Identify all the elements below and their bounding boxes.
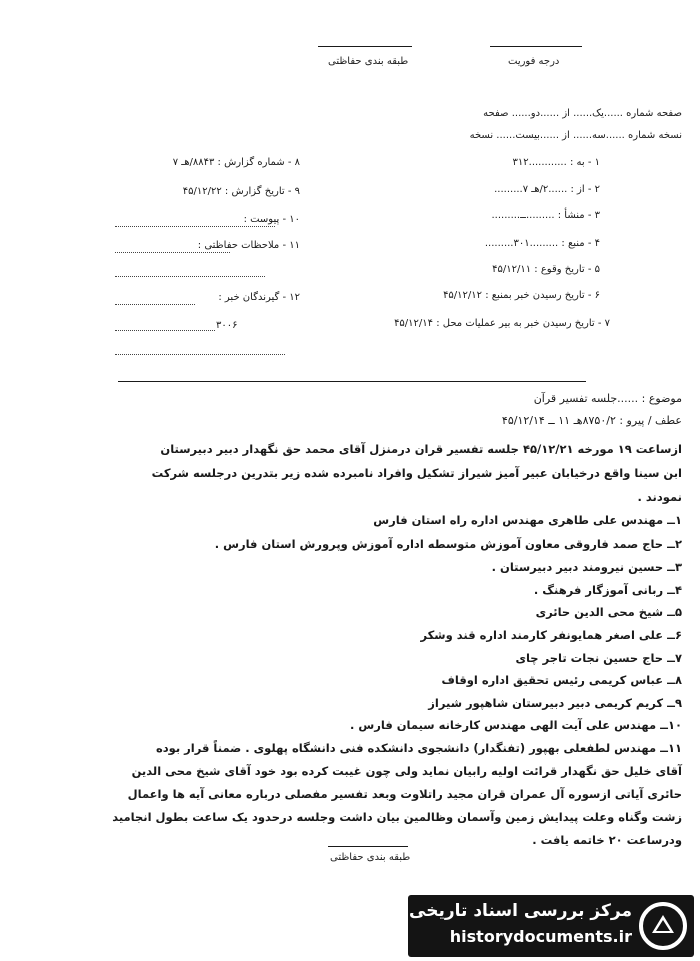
attendee-item: ۳ــ حسین نیرومند دبیر دبیرستان . xyxy=(491,560,682,574)
field-to: ۱ - به : ............۳۱۲ xyxy=(512,157,600,168)
recipients-dots-2 xyxy=(115,330,215,331)
recipient-code: ۳۰۰۶ xyxy=(216,320,238,331)
attendee-item: ۱ــ مهندس علی طاهری مهندس اداره راه استان فارس xyxy=(373,513,682,527)
closing-line: زشت وگناه وعلت پیدایش زمین وآسمان وظالمین بیان داشت وجلسه درحدود یک ساعت بطول انجامید xyxy=(112,810,682,824)
intro-line: نمودند . xyxy=(637,490,682,504)
watermark-logo xyxy=(408,895,694,957)
field-attachment: ۱۰ - پیوست : xyxy=(243,214,300,225)
closing-line: حائری آیاتی ازسوره آل عمران قران مجید راتلاوت وبعد تفسیر مفصلی درباره معانی آیه ها واعمال xyxy=(127,787,682,801)
header-rule-right xyxy=(490,46,582,47)
attendee-item: ۸ــ عباس کریمی رئیس تحقیق اداره اوقاف xyxy=(441,673,682,687)
closing-line: ودرساعت ۲۰ خاتمه یافت . xyxy=(532,833,682,847)
footer-rule xyxy=(328,846,408,847)
security-notes-dots xyxy=(115,252,230,253)
watermark-title: مرکز بررسی اسناد تاریخی xyxy=(409,901,632,921)
field-event-date: ۵ - تاریخ وقوع : ۴۵/۱۲/۱۱ xyxy=(492,264,600,275)
security-notes-dots-2 xyxy=(115,276,265,277)
field-ops-date: ۷ - تاریخ رسیدن خبر به بیر عملیات محل : ۴۵/۱۲/۱۴ xyxy=(394,318,610,329)
attendee-item: ۶ــ علی اصغر همایونفر کارمند اداره قند وشکر xyxy=(420,628,682,642)
attendee-item: ۵ــ شیخ محی الدین حائری xyxy=(535,605,682,619)
page-number: صفحه شماره ......یک...... از ......دو...... صفحه xyxy=(483,108,682,119)
attendee-item: ۱۰ــ مهندس علی آیت الهی مهندس کارخانه سیمان فارس . xyxy=(350,718,682,732)
recipients-dots xyxy=(115,304,195,305)
header-classification: طبقه بندی حفاظتی xyxy=(328,56,409,67)
copy-number: نسخه شماره ......سه...... از ......بیست...... نسخه xyxy=(469,130,682,141)
archive-book-icon xyxy=(638,901,688,951)
attendee-item: ۷ــ حاج حسین نجات تاجر چای xyxy=(515,651,682,665)
recipients-dots-3 xyxy=(115,354,285,355)
subject-line: موضوع : ......جلسه تفسیر قرآن xyxy=(533,392,682,405)
field-from: ۲ - از : ......۲/هـ ۷......... xyxy=(494,184,600,195)
field-report-number: ۸ - شماره گزارش : ۸۸۴۳/هـ ۷ xyxy=(172,157,300,168)
field-security-notes: ۱۱ - ملاحظات حفاظتی : xyxy=(197,240,300,251)
reference-line: عطف / پیرو : ۸۷۵۰/۲هـ ۱۱ ــ ۴۵/۱۲/۱۴ xyxy=(501,414,682,427)
closing-line: آقای خلیل حق نگهدار قرائت اولیه رابیان نماید ولی چون غیبت کرده بود خود آقای شیخ محی الدین xyxy=(131,764,682,778)
footer-classification: طبقه بندی حفاظتی xyxy=(330,852,411,863)
intro-line: ابن سینا واقع درخیابان عبیر آمیز شیراز تشکیل وافراد نامبرده شده زیر بتدرین درجلسه شرکت xyxy=(151,466,682,480)
intro-line: ازساعت ۱۹ مورخه ۴۵/۱۲/۲۱ جلسه تفسیر قران درمنزل آقای محمد حق نگهدار دبیر دبیرستان xyxy=(160,442,682,456)
field-report-date: ۹ - تاریخ گزارش : ۴۵/۱۲/۲۲ xyxy=(182,186,300,197)
field-source-date: ۶ - تاریخ رسیدن خبر بمنبع : ۴۵/۱۲/۱۲ xyxy=(443,290,600,301)
attendee-item: ۹ــ کریم کریمی دبیر دبیرستان شاهپور شیراز xyxy=(428,696,682,710)
attendee-item: ۴ــ ربانی آموزگار فرهنگ . xyxy=(533,583,682,597)
attachment-dots xyxy=(115,226,275,227)
watermark-url: historydocuments.ir xyxy=(449,927,632,946)
attendee-item: ۱۱ــ مهندس لطفعلی بهپور (تفنگدار) دانشجوی دانشکده فنی دانشگاه پهلوی . ضمناً قرار بوده xyxy=(155,741,682,755)
attendee-item: ۲ــ حاج صمد فاروقی معاون آموزش متوسطه اداره آموزش وپرورش استان فارس . xyxy=(214,537,682,551)
field-origin: ۳ - منشأ : .........ــ......... xyxy=(491,210,600,221)
section-divider xyxy=(118,381,586,382)
field-source: ۴ - منبع : .........۳۰۱......... xyxy=(484,238,600,249)
header-rule-left xyxy=(318,46,412,47)
field-recipients: ۱۲ - گیرندگان خبر : xyxy=(218,292,300,303)
header-priority: درجه فوریت xyxy=(508,56,560,67)
